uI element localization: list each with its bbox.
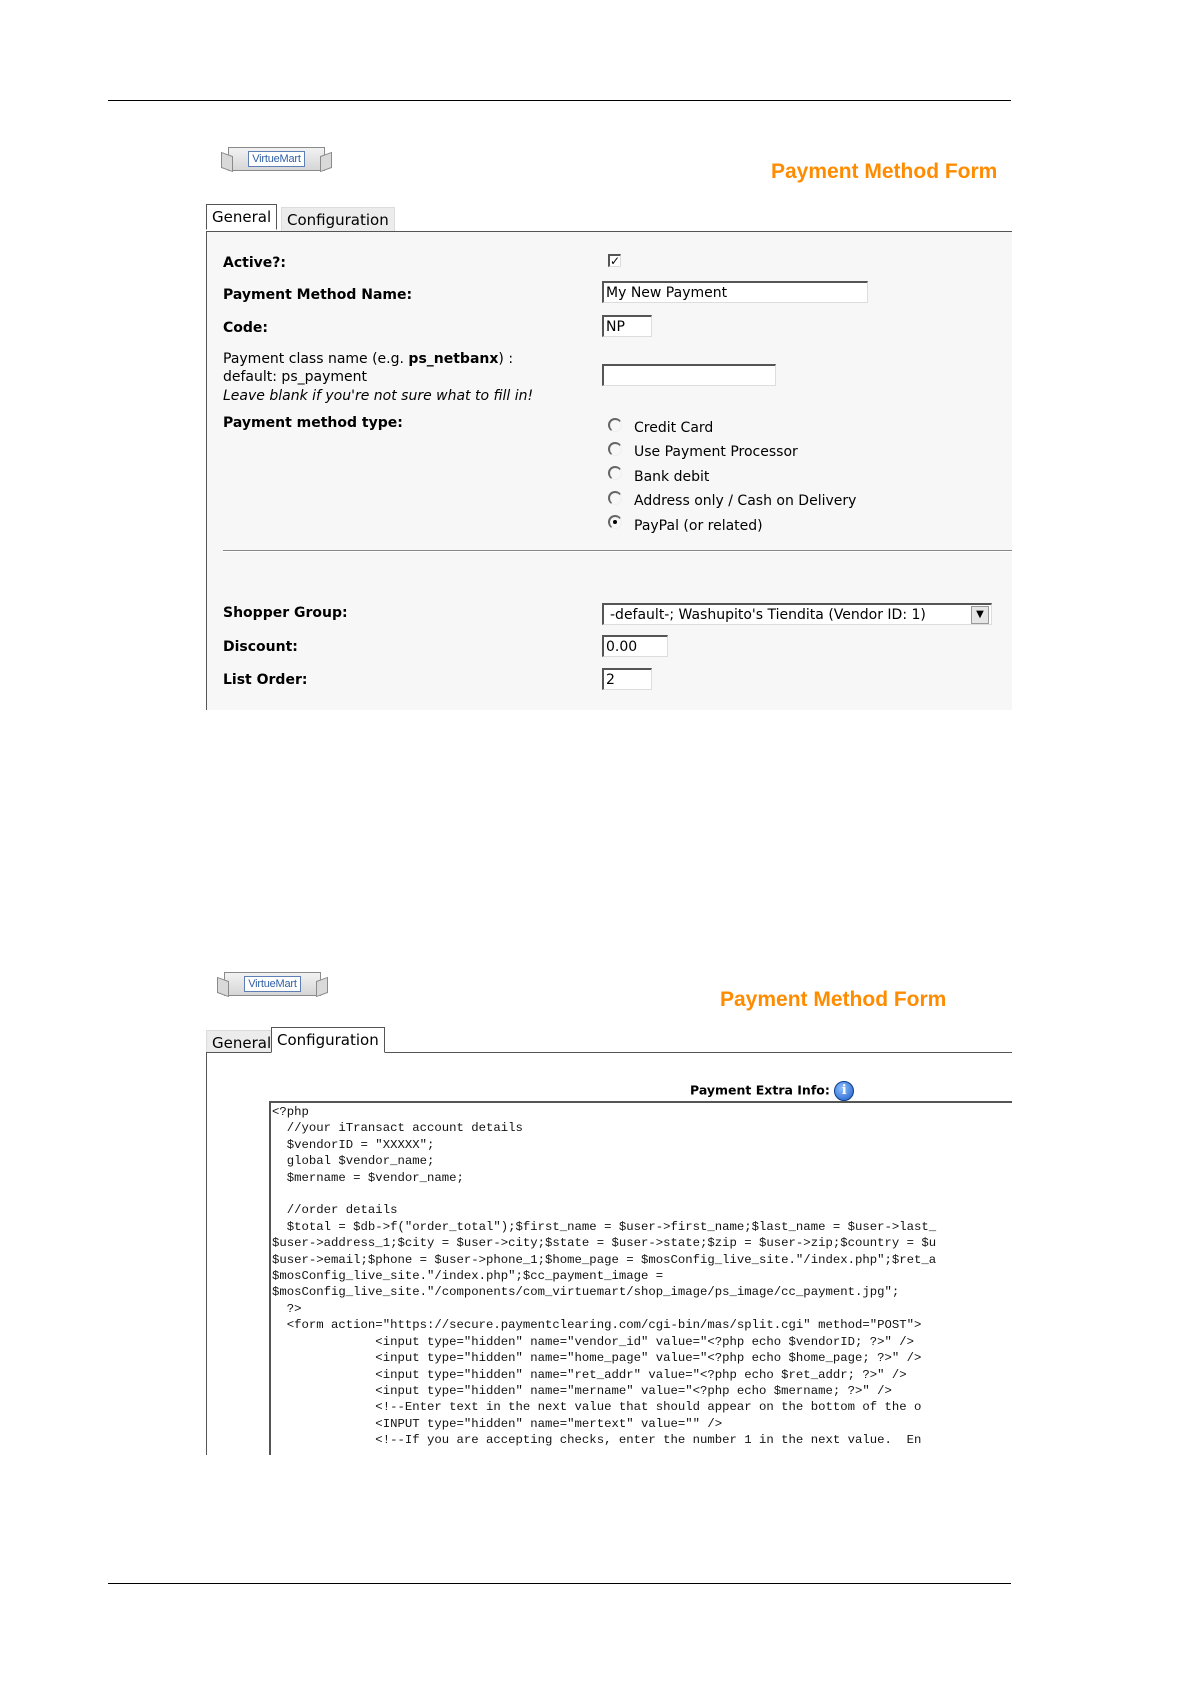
radio-address-only[interactable] [608, 491, 622, 505]
virtuemart-logo [224, 972, 321, 996]
page-title: Payment Method Form [771, 160, 998, 183]
radio-payment-processor-label: Use Payment Processor [634, 444, 798, 460]
code-line: $mosConfig_live_site."/components/com_virtuemart/shop_image/ps_image/cc_payment.jpg"; [272, 1285, 900, 1300]
payment-extra-info-textarea[interactable] [269, 1101, 1012, 1455]
code-line: //order details [272, 1203, 398, 1218]
payment-extra-info-text: Payment Extra Info: [690, 1082, 830, 1098]
discount-input[interactable]: 0.00 [602, 635, 668, 657]
payment-class-example: ps_netbanx [408, 351, 499, 367]
code-line: $total = $db->f("order_total");$first_name = $user->first_name;$last_name = $user->last_ [272, 1219, 937, 1234]
code-line [272, 1186, 1012, 1202]
payment-method-name-input[interactable]: My New Payment [602, 281, 868, 303]
code-line: <?php [272, 1105, 309, 1119]
section-divider [223, 550, 1012, 552]
radio-paypal[interactable] [608, 515, 622, 529]
code-line: <!--Enter text in the next value that should appear on the bottom of the o [272, 1400, 922, 1415]
payment-class-default: default: ps_payment [223, 369, 367, 385]
radio-bank-debit-label: Bank debit [634, 469, 710, 485]
tab-general[interactable]: General [206, 204, 277, 230]
payment-class-input[interactable] [602, 364, 776, 386]
list-order-label: List Order: [223, 672, 308, 688]
active-checkbox[interactable]: ✓ [610, 254, 621, 268]
code-line: $user->address_1;$city = $user->city;$state = $user->state;$zip = $user->zip;$country = $u [272, 1236, 937, 1251]
payment-method-name-label: Payment Method Name: [223, 287, 413, 303]
radio-paypal-label: PayPal (or related) [634, 518, 763, 534]
tab-configuration[interactable]: Configuration [271, 1027, 385, 1053]
shopper-group-label: Shopper Group: [223, 605, 348, 621]
configuration-tab-screenshot [200, 960, 1012, 1455]
payment-class-hint: Leave blank if you're not sure what to fill in! [223, 388, 534, 404]
code-line: <input type="hidden" name="mername" value="<?php echo $mername; ?>" /> [272, 1383, 892, 1398]
code-line: <input type="hidden" name="ret_addr" value="<?php echo $ret_addr; ?>" /> [272, 1367, 907, 1382]
info-icon[interactable]: i [834, 1081, 854, 1101]
virtuemart-logo [228, 147, 325, 171]
code-line: $vendorID = "XXXXX"; [272, 1137, 435, 1152]
footer-rule [108, 1583, 1011, 1584]
tab-configuration[interactable]: Configuration [281, 207, 395, 233]
logo-text: VirtueMart [248, 151, 305, 167]
radio-bank-debit[interactable] [608, 466, 622, 480]
code-line: ?> [272, 1301, 302, 1316]
code-line: <input type="hidden" name="vendor_id" value="<?php echo $vendorID; ?>" /> [272, 1334, 915, 1349]
code-line: <INPUT type="hidden" name="mertext" value="" /> [272, 1416, 723, 1431]
payment-class-label-prefix: Payment class name (e.g. [223, 351, 409, 367]
shopper-group-select[interactable] [602, 603, 992, 625]
chevron-down-icon[interactable]: ▼ [971, 606, 989, 624]
page-title: Payment Method Form [720, 988, 947, 1011]
active-label: Active?: [223, 255, 286, 271]
code-line: $user->email;$phone = $user->phone_1;$home_page = $mosConfig_live_site."/index.php";$ret_a [272, 1252, 937, 1267]
code-line: global $vendor_name; [272, 1154, 435, 1169]
radio-credit-card[interactable] [608, 418, 622, 432]
payment-method-type-label: Payment method type: [223, 415, 403, 431]
radio-payment-processor[interactable] [608, 442, 622, 456]
logo-text: VirtueMart [244, 976, 301, 992]
code-line: //your iTransact account details [272, 1121, 523, 1136]
list-order-input[interactable]: 2 [602, 668, 652, 690]
general-tab-screenshot [200, 135, 1012, 710]
shopper-group-value: -default-; Washupito's Tiendita (Vendor ID: 1) [610, 607, 926, 623]
code-line: <form action="https://secure.paymentclearing.com/cgi-bin/mas/split.cgi" method="POST"> [272, 1318, 922, 1333]
payment-extra-info-label [690, 1081, 854, 1101]
code-line: $mosConfig_live_site."/index.php";$cc_payment_image = [272, 1269, 664, 1284]
radio-credit-card-label: Credit Card [634, 420, 714, 436]
header-rule [108, 100, 1011, 101]
code-line: <input type="hidden" name="home_page" value="<?php echo $home_page; ?>" /> [272, 1351, 922, 1366]
payment-class-label-suffix: ) : [498, 351, 514, 367]
code-label: Code: [223, 320, 269, 336]
radio-address-only-label: Address only / Cash on Delivery [634, 493, 857, 509]
tab-general[interactable]: General [206, 1030, 277, 1056]
code-input[interactable]: NP [602, 315, 652, 337]
code-line: <!--If you are accepting checks, enter the number 1 in the next value. En [272, 1433, 922, 1448]
payment-class-label [223, 351, 513, 367]
code-line: $mername = $vendor_name; [272, 1170, 464, 1185]
discount-label: Discount: [223, 639, 298, 655]
